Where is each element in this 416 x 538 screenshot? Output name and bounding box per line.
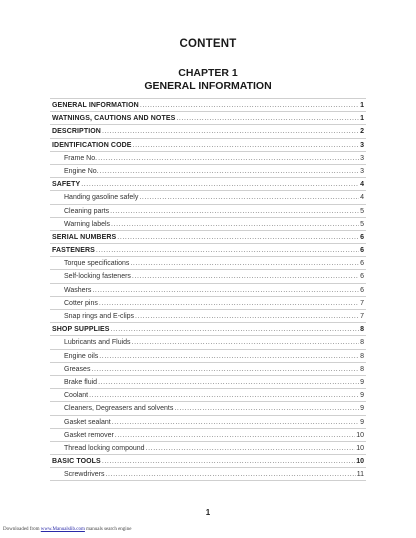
toc-entry-title: Washers: [64, 286, 92, 294]
dot-leader: [105, 468, 355, 481]
toc-entry-title: Frame No.: [64, 154, 98, 162]
toc-entry-page: 2: [360, 128, 364, 136]
toc-entry-page: 9: [360, 392, 364, 400]
toc-section-entry[interactable]: [50, 244, 366, 257]
dot-leader: [91, 363, 359, 376]
toc-entry-title: Cleaners, Degreasers and solvents: [64, 405, 174, 413]
toc-section-entry[interactable]: [50, 125, 366, 138]
toc-entry-title: Cleaning parts: [64, 207, 110, 215]
footer-prefix: Downloaded from: [3, 527, 40, 532]
toc-entry-page: 11: [356, 471, 364, 479]
chapter-title: GENERAL INFORMATION: [144, 80, 272, 92]
toc-entry-title: Snap rings and E-clips: [64, 313, 135, 320]
dot-leader: [92, 284, 359, 297]
toc-entry-page: 4: [360, 181, 364, 189]
toc-subsection-entry[interactable]: [50, 389, 366, 402]
toc-entry-page: 3: [360, 141, 364, 149]
toc-subsection-entry[interactable]: [50, 270, 366, 283]
toc-entry-title: Thread locking compound: [64, 444, 145, 452]
toc-section-entry[interactable]: [50, 112, 366, 125]
toc-entry-title: Engine No.: [64, 167, 99, 175]
toc-subsection-entry[interactable]: [50, 284, 366, 297]
toc-entry-title: Gasket remover: [64, 431, 114, 439]
toc-subsection-entry[interactable]: [50, 468, 366, 481]
dot-leader: [112, 416, 359, 429]
toc-subsection-entry[interactable]: [50, 350, 366, 363]
dot-leader: [117, 231, 359, 244]
toc-entry-page: 10: [356, 458, 364, 466]
toc-subsection-entry[interactable]: [50, 442, 366, 455]
toc-subsection-entry[interactable]: [50, 165, 366, 178]
toc-entry-title: WATNINGS, CAUTIONS AND NOTES: [52, 115, 176, 123]
dot-leader: [102, 455, 355, 468]
toc-entry-page: 8: [360, 339, 364, 347]
footer-link[interactable]: www.Manualslib.com: [40, 527, 85, 532]
dot-leader: [99, 350, 359, 363]
toc-entry-page: 8: [360, 352, 364, 360]
dot-leader: [133, 139, 360, 152]
toc-entry-page: 5: [360, 220, 364, 228]
toc-entry-title: Gasket sealant: [64, 418, 111, 426]
dot-leader: [99, 297, 359, 310]
toc-entry-title: Torque specifications: [64, 260, 130, 268]
dot-leader: [130, 257, 359, 270]
toc-section-entry[interactable]: [50, 178, 366, 191]
toc-entry-page: 3: [360, 154, 364, 162]
toc-entry-title: Handing gasoline safely: [64, 194, 139, 202]
dot-leader: [111, 323, 360, 336]
toc-entry-title: Cotter pins: [64, 299, 98, 307]
toc-entry-page: 6: [360, 260, 364, 268]
toc-entry-page: 7: [360, 313, 364, 320]
toc-entry-title: Greases: [64, 365, 91, 373]
toc-entry-page: 1: [360, 102, 364, 109]
dot-leader: [98, 376, 359, 389]
table-of-contents: [50, 98, 366, 481]
toc-entry-page: 6: [360, 233, 364, 241]
dot-leader: [89, 389, 359, 402]
toc-subsection-entry[interactable]: [50, 376, 366, 389]
toc-subsection-entry[interactable]: [50, 363, 366, 376]
toc-entry-page: 5: [360, 207, 364, 215]
toc-entry-page: 8: [360, 326, 364, 334]
toc-entry-title: SAFETY: [52, 181, 81, 189]
toc-subsection-entry[interactable]: [50, 205, 366, 218]
toc-entry-page: 9: [360, 405, 364, 413]
toc-subsection-entry[interactable]: [50, 191, 366, 204]
toc-section-entry[interactable]: [50, 231, 366, 244]
toc-subsection-entry[interactable]: [50, 416, 366, 429]
toc-entry-title: SHOP SUPPLIES: [52, 326, 110, 334]
dot-leader: [176, 112, 359, 125]
footer-suffix: manuals search engine: [86, 527, 132, 532]
toc-subsection-entry[interactable]: [50, 152, 366, 165]
dot-leader: [139, 191, 359, 204]
page-title: CONTENT: [179, 38, 237, 50]
toc-entry-title: BASIC TOOLS: [52, 458, 101, 466]
toc-entry-title: Brake fluid: [64, 378, 98, 386]
toc-entry-page: 6: [360, 247, 364, 255]
toc-entry-title: IDENTIFICATION CODE: [52, 141, 132, 149]
toc-entry-page: 8: [360, 365, 364, 373]
toc-entry-title: GENERAL INFORMATION: [52, 102, 139, 109]
dot-leader: [111, 218, 359, 231]
dot-leader: [140, 99, 359, 112]
toc-entry-title: Lubricants and Fluids: [64, 339, 131, 347]
toc-subsection-entry[interactable]: [50, 297, 366, 310]
toc-entry-page: 1: [360, 115, 364, 123]
toc-entry-page: 9: [360, 378, 364, 386]
toc-subsection-entry[interactable]: [50, 257, 366, 270]
toc-entry-title: SERIAL NUMBERS: [52, 233, 117, 241]
toc-subsection-entry[interactable]: [50, 429, 366, 442]
toc-section-entry[interactable]: [50, 323, 366, 336]
dot-leader: [132, 336, 360, 349]
page-number: 1: [205, 508, 211, 517]
toc-entry-title: Screwdrivers: [64, 471, 105, 479]
toc-entry-page: 6: [360, 286, 364, 294]
toc-section-entry[interactable]: [50, 99, 366, 112]
toc-entry-page: 7: [360, 299, 364, 307]
dot-leader: [174, 402, 359, 415]
dot-leader: [110, 205, 359, 218]
dot-leader: [96, 244, 359, 257]
toc-entry-page: 10: [356, 444, 364, 452]
toc-subsection-entry[interactable]: [50, 336, 366, 349]
toc-entry-title: Coolant: [64, 392, 89, 400]
chapter-number: CHAPTER 1: [178, 67, 238, 79]
dot-leader: [132, 270, 359, 283]
toc-section-entry[interactable]: [50, 139, 366, 152]
toc-subsection-entry[interactable]: [50, 218, 366, 231]
dot-leader: [135, 310, 359, 323]
toc-entry-page: 3: [360, 167, 364, 175]
toc-entry-title: DESCRIPTION: [52, 128, 101, 136]
toc-entry-title: FASTENERS: [52, 247, 95, 255]
download-footer: [3, 527, 131, 532]
dot-leader: [146, 442, 356, 455]
toc-subsection-entry[interactable]: [50, 402, 366, 415]
toc-entry-page: 10: [356, 431, 364, 439]
dot-leader: [98, 152, 359, 165]
toc-section-entry[interactable]: [50, 455, 366, 468]
dot-leader: [81, 178, 359, 191]
toc-entry-title: Self-locking fasteners: [64, 273, 131, 281]
toc-entry-title: Engine oils: [64, 352, 99, 360]
dot-leader: [115, 429, 355, 442]
dot-leader: [102, 125, 359, 138]
toc-subsection-entry[interactable]: [50, 310, 366, 323]
toc-entry-page: 9: [360, 418, 364, 426]
dot-leader: [100, 165, 359, 178]
toc-entry-page: 6: [360, 273, 364, 281]
toc-entry-page: 4: [360, 194, 364, 202]
toc-entry-title: Warning labels: [64, 220, 111, 228]
